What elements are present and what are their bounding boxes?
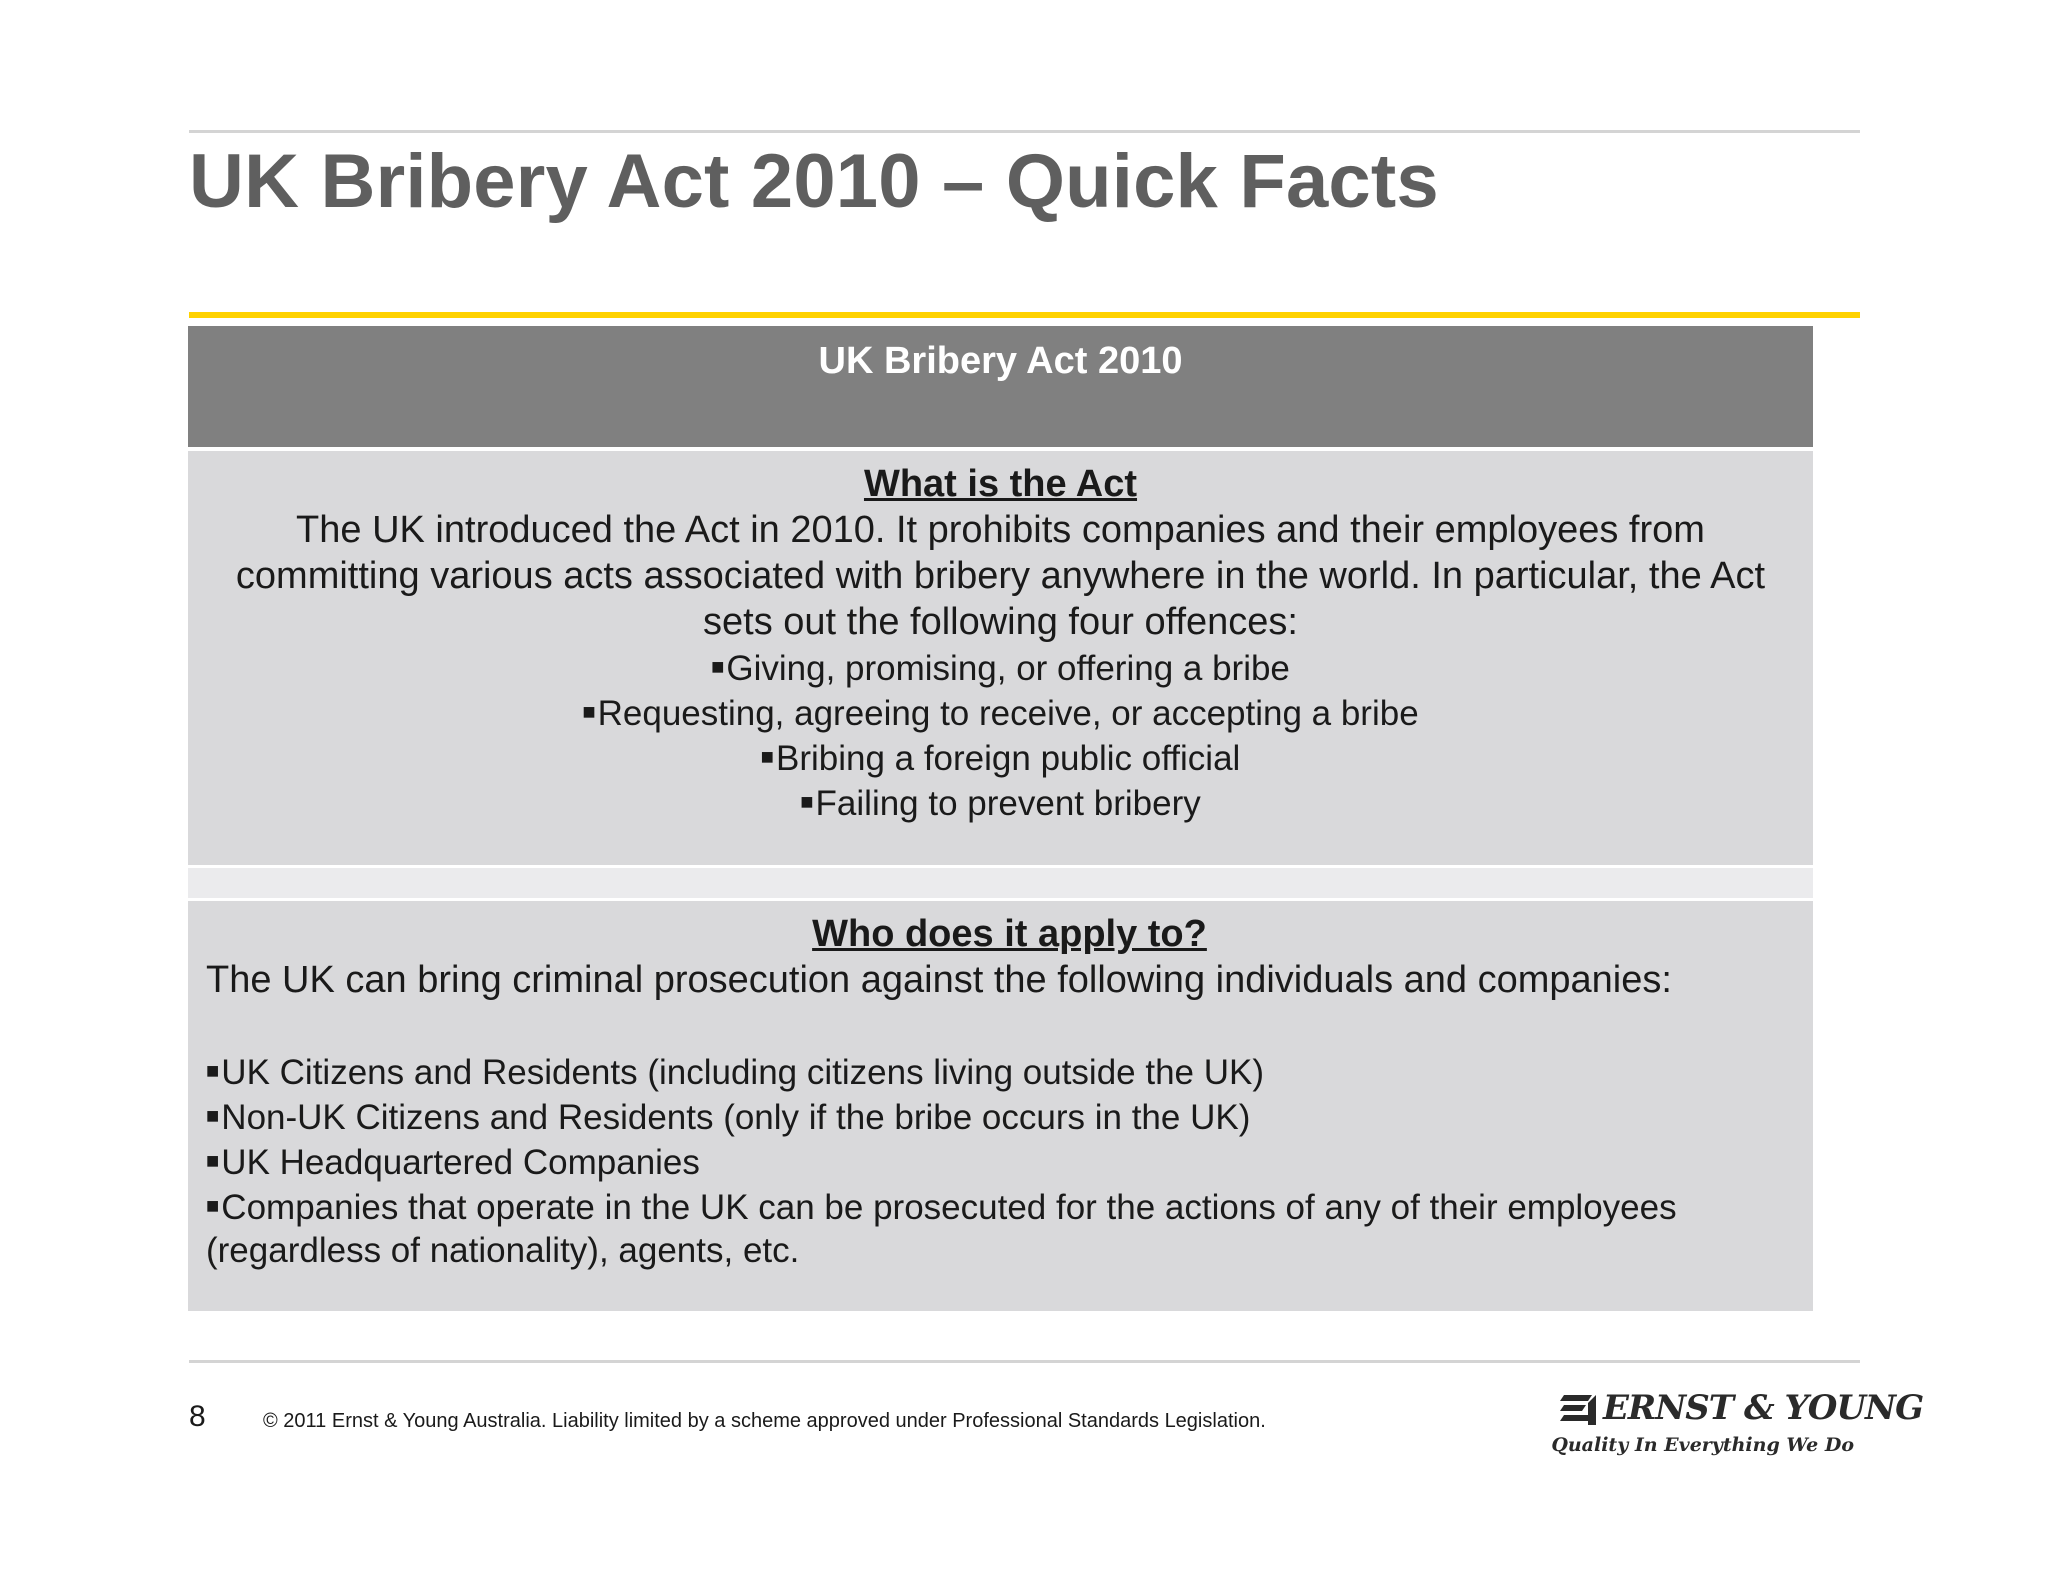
page-number: 8 [189, 1400, 206, 1433]
square-bullet-icon: ■ [582, 699, 596, 724]
list-item: ■Requesting, agreeing to receive, or accepting a bribe [582, 694, 1419, 733]
square-bullet-icon: ■ [760, 744, 774, 769]
what-body: The UK introduced the Act in 2010. It prohibits companies and their employees from committing various acts associated with bribery anywhere in the world. In particular, the Act sets out the following four offences: [235, 509, 1766, 643]
logo-tagline: Quality In Everything We Do [1551, 1434, 1854, 1456]
applies-to-list [206, 1049, 1813, 1272]
top-divider [189, 130, 1860, 133]
what-heading: What is the Act [863, 463, 1138, 505]
square-bullet-icon: ■ [206, 1058, 220, 1083]
table-header: UK Bribery Act 2010 [188, 326, 1813, 451]
facts-table [188, 326, 1813, 1311]
slide-title: UK Bribery Act 2010 – Quick Facts [189, 139, 1439, 224]
square-bullet-icon: ■ [206, 1148, 220, 1173]
list-item: ■Bribing a foreign public official [760, 739, 1241, 778]
square-bullet-icon: ■ [711, 654, 725, 679]
copyright-notice: © 2011 Ernst & Young Australia. Liability limited by a scheme approved under Professional Standards Legislation. [263, 1410, 1266, 1432]
table-spacer-row [188, 868, 1813, 901]
ernst-young-logo-icon [1558, 1393, 1598, 1427]
yellow-accent-rule [189, 312, 1860, 318]
square-bullet-icon: ■ [206, 1193, 220, 1218]
who-heading: Who does it apply to? [812, 913, 1207, 955]
ernst-young-logo [1551, 1388, 1924, 1460]
list-item: ■UK Headquartered Companies [206, 1143, 700, 1182]
square-bullet-icon: ■ [800, 789, 814, 814]
what-is-the-act-cell [188, 451, 1813, 868]
logo-wordmark: ERNST & YOUNG [1603, 1388, 1924, 1428]
list-item: ■UK Citizens and Residents (including citizens living outside the UK) [206, 1053, 1265, 1092]
who-body: The UK can bring criminal prosecution against the following individuals and companies: [206, 959, 1672, 1001]
list-item: ■Non-UK Citizens and Residents (only if the bribe occurs in the UK) [206, 1098, 1251, 1137]
list-item: ■Giving, promising, or offering a bribe [711, 649, 1290, 688]
list-item: ■Failing to prevent bribery [800, 784, 1201, 823]
square-bullet-icon: ■ [206, 1103, 220, 1128]
list-item: ■Companies that operate in the UK can be prosecuted for the actions of any of their employees (regardless of nationality), agents, etc. [206, 1188, 1677, 1270]
who-does-it-apply-cell [188, 901, 1813, 1311]
offences-list [188, 645, 1813, 825]
bottom-divider [189, 1360, 1860, 1363]
